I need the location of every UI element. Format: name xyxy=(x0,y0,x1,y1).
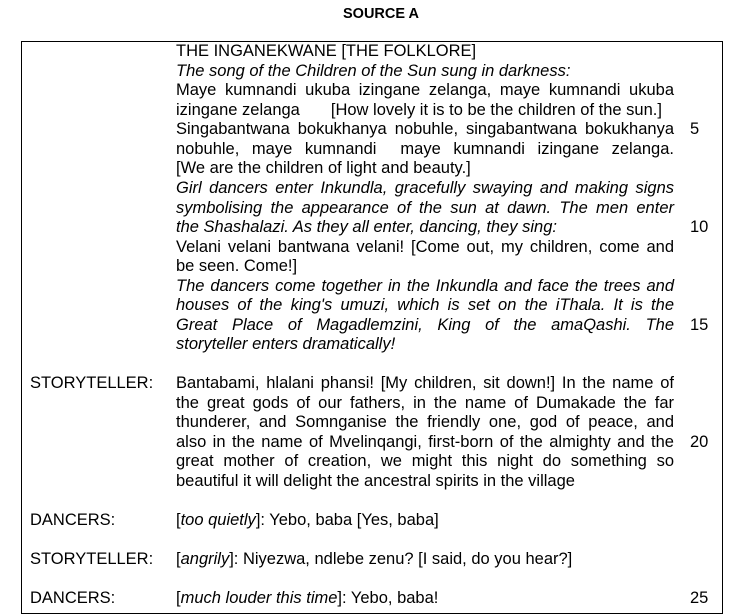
script-line xyxy=(0,62,744,82)
song-line: Singabantwana bokukhanya nobuhle, singabantwana bokukhanya xyxy=(176,120,674,139)
stage-direction: too quietly xyxy=(180,511,256,530)
speech-line: thunderer, and Somnganise the friendly one, god of peace, and xyxy=(176,413,674,432)
speech-line: beautiful it will delight the ancestral spirits in the village xyxy=(176,471,575,490)
bracket-open: [ xyxy=(176,511,181,530)
script-line xyxy=(0,452,744,472)
speaker-label: DANCERS: xyxy=(30,511,116,530)
speech-text: ]: Niyezwa, ndlebe zenu? [I said, do you hear?] xyxy=(229,550,573,569)
stage-direction: angrily xyxy=(180,550,230,569)
song-line: Maye kumnandi ukuba izingane zelanga, maye kumnandi ukuba xyxy=(176,81,674,100)
blank-line xyxy=(0,355,744,375)
stage-direction: symbolising the appearance of the sun at dawn. The men enter xyxy=(176,198,674,217)
script-line xyxy=(0,179,744,199)
speech-line: the great gods of our fathers, in the name of Dumakade the far xyxy=(176,393,674,412)
script-line xyxy=(0,159,744,179)
song-text: nobuhle, maye kumnandi xyxy=(176,139,377,158)
excerpt-title: THE INGANEKWANE [THE FOLKLORE] xyxy=(176,42,477,61)
script-line xyxy=(0,277,744,297)
script-line xyxy=(0,550,744,570)
script-line xyxy=(0,199,744,219)
play-excerpt xyxy=(0,42,744,608)
blank-line xyxy=(0,531,744,551)
stage-direction: The dancers come together in the Inkundla and face the trees and xyxy=(176,276,674,295)
script-line xyxy=(0,238,744,258)
script-line xyxy=(0,140,744,160)
script-line xyxy=(0,218,744,238)
bracket-open: [ xyxy=(176,550,181,569)
script-line xyxy=(0,413,744,433)
speech-line: also in the name of Mvelinqangi, first-born of the almighty and the xyxy=(176,432,674,451)
speech-text: ]: Yebo, baba! xyxy=(337,589,439,608)
speech-line xyxy=(176,550,674,570)
stage-direction: houses of the king's umuzi, which is set on the iThala. It is the xyxy=(176,296,674,315)
script-line xyxy=(0,589,744,609)
script-line xyxy=(0,472,744,492)
blank-line xyxy=(0,492,744,512)
song-line xyxy=(176,101,674,121)
line-number: 10 xyxy=(690,218,709,237)
script-line xyxy=(0,335,744,355)
line-number: 15 xyxy=(690,315,709,334)
line-number: 5 xyxy=(690,120,700,139)
bracket-open: [ xyxy=(176,589,181,608)
line-number: 20 xyxy=(690,432,709,451)
stage-direction: Great Place of Magadlemzini, King of the amaQashi. The xyxy=(176,315,674,334)
song-translation: [We are the children of light and beauty.] xyxy=(176,159,471,178)
source-heading: SOURCE A xyxy=(343,6,419,22)
script-line xyxy=(0,81,744,101)
chant-line: be seen. Come!] xyxy=(176,257,298,276)
speaker-label: DANCERS: xyxy=(30,589,116,608)
song-text: maye kumnandi izingane zelanga. xyxy=(400,139,674,158)
chant-line: Velani velani bantwana velani! [Come out, my children, come and xyxy=(176,237,674,256)
stage-direction: storyteller enters dramatically! xyxy=(176,335,396,354)
script-line xyxy=(0,257,744,277)
speaker-label: STORYTELLER: xyxy=(30,550,154,569)
stage-direction: the Shashalazi. As they all enter, dancing, they sing: xyxy=(176,218,557,237)
stage-direction: The song of the Children of the Sun sung in darkness: xyxy=(176,61,571,80)
script-line xyxy=(0,394,744,414)
script-line xyxy=(0,374,744,394)
script-line xyxy=(0,316,744,336)
stage-direction: Girl dancers enter Inkundla, gracefully swaying and making signs xyxy=(176,179,674,198)
line-number: 25 xyxy=(690,589,709,608)
blank-line xyxy=(0,570,744,590)
script-line xyxy=(0,511,744,531)
script-line xyxy=(0,101,744,121)
speech-text: ]: Yebo, baba [Yes, baba] xyxy=(255,511,439,530)
script-line xyxy=(0,120,744,140)
speaker-label: STORYTELLER: xyxy=(30,374,154,393)
song-text: izingane zelanga xyxy=(176,100,300,119)
speech-line xyxy=(176,511,674,531)
stage-direction: much louder this time xyxy=(180,589,338,608)
script-line xyxy=(0,433,744,453)
speech-line: Bantabami, hlalani phansi! [My children, sit down!] In the name of xyxy=(176,374,674,393)
speech-line: great mother of creation, we might this night do something so xyxy=(176,452,674,471)
script-line xyxy=(0,296,744,316)
song-line xyxy=(176,140,674,160)
script-line xyxy=(0,42,744,62)
speech-line xyxy=(176,589,674,609)
song-translation: [How lovely it is to be the children of the sun.] xyxy=(330,100,662,119)
